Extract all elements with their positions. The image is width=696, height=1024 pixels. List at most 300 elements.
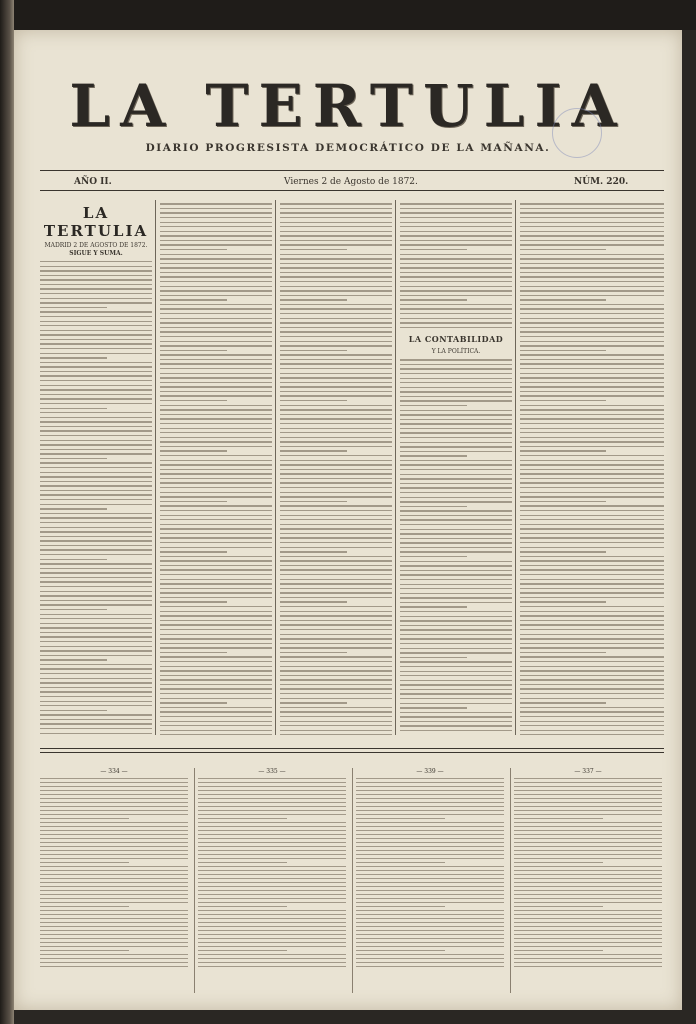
text-line	[514, 810, 662, 811]
text-line	[40, 650, 152, 651]
text-line	[400, 387, 512, 388]
text-line	[160, 569, 272, 570]
text-line	[400, 689, 512, 690]
text-line	[356, 802, 504, 803]
text-line	[160, 249, 227, 250]
column-separator	[515, 200, 516, 735]
text-line	[400, 244, 512, 245]
text-line	[40, 664, 152, 665]
text-line	[160, 583, 272, 584]
text-line	[400, 240, 512, 241]
text-line	[40, 930, 188, 931]
text-line	[520, 322, 664, 323]
text-line	[40, 714, 152, 715]
text-line	[400, 442, 512, 443]
issue-number: NÚM. 220.	[574, 177, 629, 187]
text-line	[160, 377, 272, 378]
top-background	[0, 0, 696, 30]
text-line	[160, 231, 272, 232]
text-line	[520, 446, 664, 447]
text-line	[514, 874, 662, 875]
text-line	[160, 290, 272, 291]
text-line	[40, 646, 152, 647]
text-line	[40, 554, 152, 555]
text-line	[400, 703, 512, 704]
text-line	[514, 882, 662, 883]
text-line	[280, 707, 392, 708]
text-line	[400, 378, 512, 379]
text-line	[280, 345, 392, 346]
text-line	[400, 625, 512, 626]
text-line	[400, 524, 512, 525]
text-line	[160, 286, 272, 287]
text-line	[400, 730, 512, 731]
text-line	[40, 950, 129, 951]
text-line	[160, 354, 272, 355]
column-3	[280, 200, 392, 735]
text-line	[280, 556, 392, 557]
text-line	[280, 418, 392, 419]
text-line	[160, 629, 272, 630]
text-line	[520, 684, 664, 685]
text-line	[40, 394, 152, 395]
text-line	[40, 870, 188, 871]
text-line	[160, 597, 272, 598]
text-line	[280, 272, 392, 273]
text-line	[514, 786, 662, 787]
text-line	[400, 483, 512, 484]
text-line	[40, 357, 107, 358]
folletin-text	[40, 778, 188, 967]
text-line	[520, 423, 664, 424]
text-line	[520, 258, 664, 259]
text-line	[400, 533, 512, 534]
text-line	[520, 295, 664, 296]
text-line	[280, 652, 347, 653]
text-line	[400, 519, 512, 520]
text-line	[40, 462, 152, 463]
text-line	[514, 890, 662, 891]
text-line	[40, 531, 152, 532]
text-line	[520, 354, 664, 355]
text-line	[520, 501, 606, 502]
text-line	[520, 455, 664, 456]
text-line	[514, 782, 662, 783]
text-line	[356, 938, 504, 939]
text-line	[40, 568, 152, 569]
text-line	[198, 838, 346, 839]
text-line	[280, 267, 392, 268]
text-line	[514, 906, 603, 907]
text-line	[40, 834, 188, 835]
text-line	[40, 375, 152, 376]
text-line	[198, 846, 346, 847]
text-line	[160, 478, 272, 479]
column-separator	[275, 200, 276, 735]
text-line	[280, 579, 392, 580]
text-line	[280, 547, 392, 548]
text-line	[160, 460, 272, 461]
text-line	[520, 414, 664, 415]
text-line	[198, 862, 287, 863]
text-line	[400, 322, 512, 323]
text-line	[160, 414, 272, 415]
text-line	[40, 449, 152, 450]
text-line	[520, 670, 664, 671]
text-line	[160, 473, 272, 474]
text-line	[40, 435, 152, 436]
text-line	[40, 321, 152, 322]
text-line	[520, 533, 664, 534]
text-line	[160, 212, 272, 213]
text-line	[40, 600, 152, 601]
text-line	[160, 331, 272, 332]
text-line	[40, 517, 152, 518]
text-line	[520, 620, 664, 621]
text-line	[400, 414, 512, 415]
text-line	[198, 962, 346, 963]
text-line	[198, 958, 346, 959]
text-line	[514, 934, 662, 935]
text-line	[280, 725, 392, 726]
text-line	[514, 822, 662, 823]
text-line	[160, 299, 227, 300]
text-line	[198, 938, 346, 939]
text-line	[400, 492, 512, 493]
text-line	[400, 657, 467, 658]
text-line	[160, 313, 272, 314]
text-line	[160, 560, 272, 561]
text-line	[160, 620, 272, 621]
text-line	[400, 684, 512, 685]
text-line	[520, 528, 664, 529]
text-line	[280, 446, 392, 447]
folletin-column-1	[40, 768, 188, 993]
text-line	[40, 485, 152, 486]
text-line	[198, 830, 346, 831]
text-line	[40, 794, 188, 795]
text-line	[280, 244, 392, 245]
text-line	[280, 414, 392, 415]
text-line	[198, 778, 346, 779]
text-line	[400, 290, 512, 291]
text-line	[160, 295, 272, 296]
text-line	[40, 595, 152, 596]
text-line	[198, 870, 346, 871]
text-line	[40, 330, 152, 331]
text-line	[40, 581, 152, 582]
text-line	[514, 950, 603, 951]
text-line	[520, 341, 664, 342]
text-line	[40, 719, 152, 720]
text-line	[514, 966, 662, 967]
text-line	[356, 922, 504, 923]
text-line	[400, 217, 512, 218]
text-line	[520, 386, 664, 387]
folletin-column-3	[356, 768, 504, 993]
text-line	[520, 569, 664, 570]
text-line	[280, 606, 392, 607]
text-line	[514, 922, 662, 923]
text-line	[400, 286, 512, 287]
text-line	[160, 670, 272, 671]
text-line	[160, 666, 272, 667]
text-line	[520, 203, 664, 204]
text-line	[280, 258, 392, 259]
text-line	[520, 208, 664, 209]
text-line	[400, 725, 512, 726]
text-line	[400, 515, 512, 516]
text-line	[40, 701, 152, 702]
text-line	[514, 902, 662, 903]
text-line	[514, 846, 662, 847]
text-line	[160, 492, 272, 493]
text-line	[400, 437, 512, 438]
column-4	[400, 200, 512, 735]
column-2	[160, 200, 272, 735]
text-line	[160, 359, 272, 360]
text-line	[40, 362, 152, 363]
text-line	[40, 266, 152, 267]
text-line	[280, 537, 392, 538]
text-line	[356, 926, 504, 927]
text-line	[40, 691, 152, 692]
text-line	[160, 679, 272, 680]
text-line	[400, 267, 512, 268]
text-line	[160, 382, 272, 383]
text-line	[356, 814, 504, 815]
text-line	[520, 634, 664, 635]
text-line	[520, 286, 664, 287]
text-line	[520, 272, 664, 273]
text-line	[280, 423, 392, 424]
text-line	[160, 661, 272, 662]
text-line	[198, 930, 346, 931]
text-line	[356, 898, 504, 899]
text-line	[400, 707, 467, 708]
text-line	[160, 341, 272, 342]
text-line	[514, 870, 662, 871]
text-line	[160, 707, 272, 708]
text-line	[400, 584, 512, 585]
text-line	[40, 408, 107, 409]
text-line	[280, 336, 392, 337]
text-line	[280, 286, 392, 287]
text-line	[198, 914, 346, 915]
text-line	[40, 403, 152, 404]
text-line	[198, 950, 287, 951]
text-line	[280, 341, 392, 342]
text-line	[198, 910, 346, 911]
text-line	[160, 592, 272, 593]
text-line	[280, 322, 392, 323]
text-line	[160, 556, 272, 557]
text-line	[198, 906, 287, 907]
text-line	[400, 671, 512, 672]
text-line	[400, 638, 512, 639]
text-line	[160, 322, 272, 323]
text-line	[520, 313, 664, 314]
text-line	[520, 482, 664, 483]
text-line	[198, 926, 346, 927]
text-line	[160, 450, 227, 451]
article-text	[40, 261, 152, 735]
text-line	[160, 734, 272, 735]
text-line	[198, 794, 346, 795]
text-line	[400, 565, 512, 566]
text-line	[40, 444, 152, 445]
text-line	[40, 467, 152, 468]
text-line	[40, 453, 152, 454]
text-line	[40, 334, 152, 335]
text-line	[160, 656, 272, 657]
text-line	[400, 391, 512, 392]
text-line	[160, 565, 272, 566]
text-line	[520, 510, 664, 511]
text-line	[520, 711, 664, 712]
text-line	[280, 240, 392, 241]
text-line	[356, 966, 504, 967]
text-line	[160, 373, 272, 374]
folletin-separator	[194, 768, 195, 993]
text-line	[40, 563, 152, 564]
text-line	[160, 281, 272, 282]
text-line	[400, 308, 512, 309]
text-line	[198, 878, 346, 879]
text-line	[400, 400, 512, 401]
folletin-column-2	[198, 768, 346, 993]
text-line	[280, 661, 392, 662]
text-line	[520, 698, 664, 699]
text-line	[160, 244, 272, 245]
text-line	[400, 693, 512, 694]
text-line	[520, 359, 664, 360]
text-line	[40, 954, 188, 955]
text-line	[400, 616, 512, 617]
text-line	[160, 579, 272, 580]
text-line	[198, 918, 346, 919]
text-line	[356, 950, 445, 951]
text-line	[40, 886, 188, 887]
text-line	[40, 298, 152, 299]
text-line	[400, 721, 512, 722]
text-line	[400, 428, 512, 429]
text-line	[520, 679, 664, 680]
text-line	[280, 574, 392, 575]
text-line	[40, 962, 188, 963]
text-line	[280, 624, 392, 625]
text-line	[356, 894, 504, 895]
text-line	[400, 652, 512, 653]
folletin-rule	[40, 752, 664, 753]
text-line	[520, 244, 664, 245]
text-line	[514, 886, 662, 887]
text-line	[40, 586, 152, 587]
text-line	[514, 826, 662, 827]
text-line	[160, 542, 272, 543]
text-line	[40, 412, 152, 413]
text-line	[160, 574, 272, 575]
text-line	[40, 668, 152, 669]
text-line	[40, 371, 152, 372]
text-line	[280, 542, 392, 543]
text-line	[520, 524, 664, 525]
text-line	[160, 217, 272, 218]
text-line	[520, 478, 664, 479]
text-line	[520, 666, 664, 667]
text-line	[280, 386, 392, 387]
text-line	[160, 276, 272, 277]
text-line	[356, 958, 504, 959]
text-line	[400, 423, 512, 424]
text-line	[280, 290, 392, 291]
text-line	[520, 588, 664, 589]
text-line	[160, 308, 272, 309]
text-line	[160, 487, 272, 488]
text-line	[40, 604, 152, 605]
text-line	[40, 366, 152, 367]
text-line	[280, 482, 392, 483]
text-line	[356, 918, 504, 919]
text-line	[520, 373, 664, 374]
text-line	[400, 529, 512, 530]
text-line	[198, 954, 346, 955]
text-line	[514, 834, 662, 835]
text-line	[356, 854, 504, 855]
text-line	[160, 519, 272, 520]
text-line	[280, 368, 392, 369]
text-line	[520, 276, 664, 277]
text-line	[40, 802, 188, 803]
text-line	[520, 537, 664, 538]
text-line	[520, 222, 664, 223]
text-line	[280, 363, 392, 364]
text-line	[400, 464, 512, 465]
text-line	[160, 615, 272, 616]
text-line	[160, 240, 272, 241]
text-line	[400, 410, 512, 411]
text-line	[356, 834, 504, 835]
text-line	[40, 316, 152, 317]
text-line	[400, 226, 512, 227]
text-line	[280, 308, 392, 309]
text-line	[280, 373, 392, 374]
text-line	[40, 549, 152, 550]
article-text	[400, 203, 512, 328]
text-line	[160, 258, 272, 259]
text-line	[40, 481, 152, 482]
text-line	[160, 730, 272, 731]
text-line	[520, 487, 664, 488]
text-line	[40, 614, 152, 615]
text-line	[280, 295, 392, 296]
text-line	[400, 304, 512, 305]
newspaper-page	[14, 30, 682, 1010]
text-line	[280, 281, 392, 282]
text-line	[514, 838, 662, 839]
text-line	[198, 854, 346, 855]
text-line	[160, 368, 272, 369]
text-line	[514, 942, 662, 943]
text-line	[514, 954, 662, 955]
text-line	[40, 659, 107, 660]
text-line	[400, 249, 467, 250]
text-line	[400, 451, 512, 452]
text-line	[40, 389, 152, 390]
text-line	[520, 734, 664, 735]
text-line	[280, 405, 392, 406]
text-line	[40, 942, 188, 943]
